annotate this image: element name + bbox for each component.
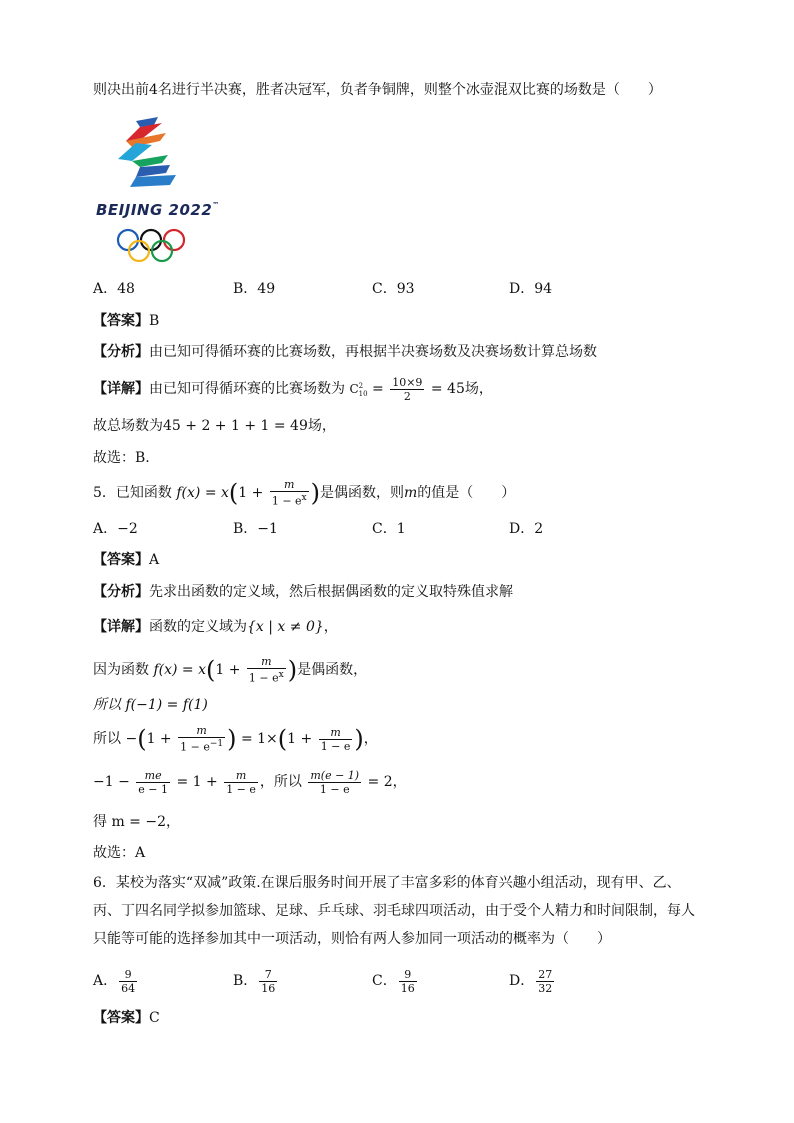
combination: C 2 10 [349,381,368,398]
q5-option-d[interactable]: D．2 [509,521,544,537]
q6-option-d[interactable]: D． $\frac{27}{32}$ [509,967,553,995]
q6-option-c[interactable]: C． $\frac{9}{16}$ [372,967,415,995]
question-5-stem: 5．已知函数 f(x) = x(1 + $\frac{m}{1 - e^x}$ )是偶函数，则m的值是（ ） [93,478,516,508]
q6-answer: 【答案】C [93,1010,160,1026]
analysis-tag: 【分析】 [93,344,149,360]
q4-total: 故总场数为45 + 2 + 1 + 1 = 49场， [93,418,336,434]
detail-prefix: 由已知可得循环赛的比赛场数为 [149,381,345,397]
q4-choice: 故选：B. [93,450,150,466]
q4-option-b[interactable]: B．49 [233,281,276,297]
q6-option-a[interactable]: A． $\frac{9}{64}$ [93,967,136,995]
analysis-text: 由已知可得循环赛的比赛场数，再根据半决赛场数及决赛场数计算总场数 [149,344,597,360]
q5-analysis: 【分析】先求出函数的定义域，然后根据偶函数的定义取特殊值求解 [93,584,513,600]
q5-choice: 故选：A [93,845,146,861]
q4-option-c[interactable]: C．93 [372,281,415,297]
q5-option-b[interactable]: B．−1 [233,521,278,537]
q5-step-4: −1 − $\frac{me}{e - 1}$ = 1 + $\frac{m}{1 - e}$ ，所以 $\frac{m(e - 1)}{1 - e}$ = 2， [93,768,407,796]
q4-answer [93,311,159,331]
q4-option-a[interactable]: A．48 [93,281,135,297]
q5-step-5: 得 m = −2， [93,814,180,830]
logo-emblem-icon [96,115,226,195]
detail-tag: 【详解】 [93,381,149,397]
fraction: $\frac{10\times 9}{2}$ [392,375,423,403]
logo-text: BEIJING 2022 [96,201,213,219]
question-6-options [93,964,653,998]
q5-option-c[interactable]: C．1 [372,521,406,537]
q5-step-3: 所以 −(1 + $\frac{m}{1 - e^{-1}}$ ) = 1×(1 + $\frac{m}{1 - e}$ )， [93,724,378,754]
question-4-options [93,278,653,300]
q4-option-d[interactable]: D．94 [509,281,553,297]
logo-tm: ™ [212,201,220,209]
beijing-2022-logo [96,115,226,265]
answer-text: B [149,313,160,329]
fraction: $\frac{m}{1 - e^x}$ [271,478,307,508]
q4-analysis [93,342,597,362]
olympic-rings-icon [114,227,204,267]
q5-detail: 【详解】函数的定义域为{x | x ≠ 0}， [93,619,338,635]
question-5-options [93,518,653,540]
q4-detail: 【详解】由已知可得循环赛的比赛场数为 C 2 10 = $\frac{10\times 9}{2}$ = 45场， [93,375,493,403]
q5-answer: 【答案】A [93,552,160,568]
question-6-stem: 6．某校为落实“双减”政策.在课后服务时间开展了丰富多彩的体育兴趣小组活动，现有甲、乙、丙、丁四名同学拟参加篮球、足球、乒乓球、羽毛球四项活动，由于受个人精力和时间限制，每人只能等可能的选择参加其中一项活动，则恰有两人参加同一项活动的概率为（ ） [93,875,695,947]
q6-option-b[interactable]: B． $\frac{7}{16}$ [233,967,276,995]
q5-step-2: 所以 f(−1) = f(1) [93,697,208,713]
question-4-tail: 则决出前4名进行半决赛，胜者决冠军，负者争铜牌，则整个冰壶混双比赛的场数是（ ） [93,82,662,98]
q5-option-a[interactable]: A．−2 [93,521,138,537]
q5-step-1: 因为函数 f(x) = x(1 + $\frac{m}{1 - e^x}$ )是偶函数， [93,655,368,685]
answer-tag: 【答案】 [93,313,149,329]
